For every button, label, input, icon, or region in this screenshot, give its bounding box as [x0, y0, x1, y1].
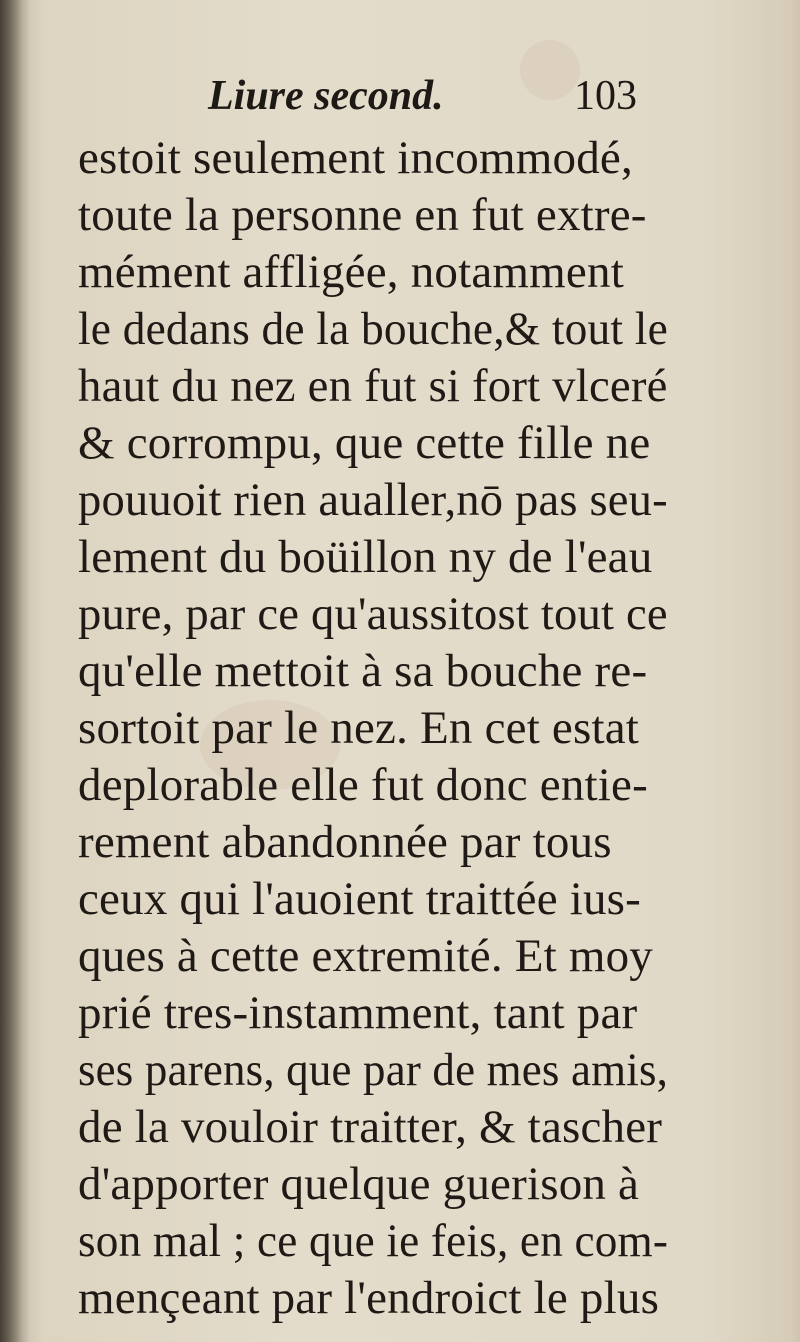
text-line: haut du nez en fut si fort vlceré [78, 360, 668, 412]
text-line: rement abandonnée par tous [78, 816, 612, 868]
text-line: ses parens, que par de mes amis, [78, 1044, 669, 1096]
text-line: lement du boüillon ny de l'eau [78, 531, 653, 583]
body-text [78, 130, 668, 1327]
page-header [78, 72, 678, 128]
text-line: ceux qui l'auoient traittée ius- [78, 873, 642, 925]
text-line: & corrompu, que cette fille ne [78, 417, 651, 469]
page-number: 103 [574, 73, 637, 119]
text-line: le dedans de la bouche,& tout le [78, 303, 668, 355]
binding-shadow [0, 0, 30, 1342]
text-line: deplorable elle fut donc entie- [78, 759, 648, 811]
text-line: pure, par ce qu'aussitost tout ce [78, 588, 668, 640]
text-line: ques à cette extremité. Et moy [78, 930, 654, 982]
text-line: prié tres-instamment, tant par [78, 987, 638, 1039]
running-title: Liure second. [208, 73, 444, 119]
text-line: mençeant par l'endroict le plus [78, 1272, 660, 1324]
text-line: qu'elle mettoit à sa bouche re- [78, 645, 648, 697]
text-line: pouuoit rien aualler,nō pas seu- [78, 474, 668, 526]
text-line: sortoit par le nez. En cet estat [78, 702, 640, 754]
text-line: mément affligée, notamment [78, 246, 624, 298]
text-line: son mal ; ce que ie feis, en com- [78, 1215, 669, 1267]
text-line: estoit seulement incommodé, [78, 132, 633, 184]
text-line: de la vouloir traitter, & tascher [78, 1101, 663, 1153]
text-line: d'apporter quelque guerison à [78, 1158, 640, 1210]
text-line: toute la personne en fut extre- [78, 189, 647, 241]
